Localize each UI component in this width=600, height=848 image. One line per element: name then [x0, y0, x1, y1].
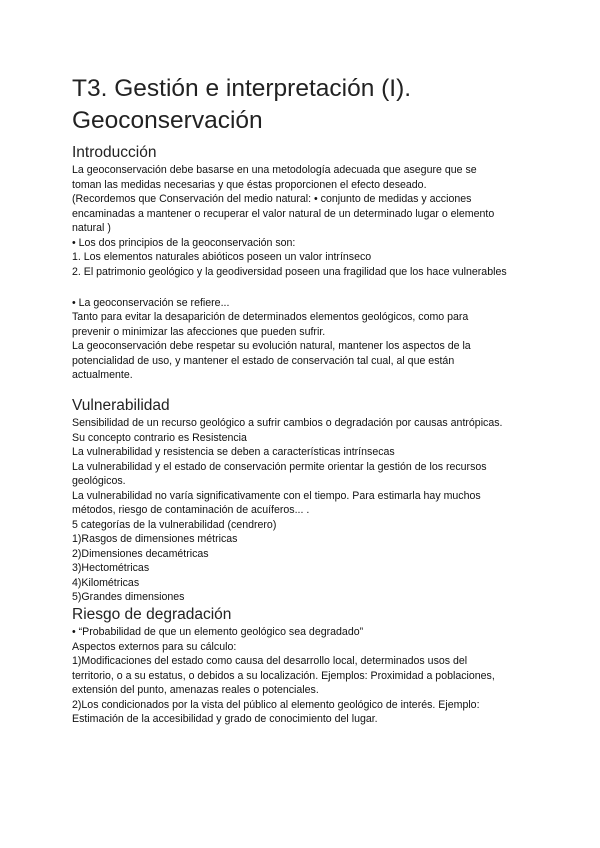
- paragraph-line: (Recordemos que Conservación del medio natural: • conjunto de medidas y acciones: [72, 193, 472, 205]
- document-title-line-2: Geoconservación: [72, 107, 263, 134]
- document-title-line-1: T3. Gestión e interpretación (I).: [72, 75, 412, 102]
- paragraph-line: geológicos.: [72, 475, 126, 487]
- paragraph-line: actualmente.: [72, 369, 133, 381]
- list-item: 2)Dimensiones decamétricas: [72, 548, 209, 560]
- paragraph-line: La geoconservación debe respetar su evolución natural, mantener los aspectos de la: [72, 340, 471, 352]
- list-heading: 5 categorías de la vulnerabilidad (cendrero): [72, 519, 277, 531]
- paragraph-line: La vulnerabilidad y el estado de conservación permite orientar la gestión de los recursos: [72, 461, 487, 473]
- paragraph-line: Estimación de la accesibilidad y grado de conocimiento del lugar.: [72, 713, 378, 725]
- paragraph-line: La geoconservación debe basarse en una metodología adecuada que asegure que se: [72, 164, 477, 176]
- paragraph-line: Tanto para evitar la desaparición de determinados elementos geológicos, como para: [72, 311, 469, 323]
- paragraph-line: encaminadas a mantener o recuperar el valor natural de un determinado lugar o elemento: [72, 208, 495, 220]
- heading-introduccion: Introducción: [72, 144, 157, 161]
- list-item: 1)Modificaciones del estado como causa del desarrollo local, determinados usos del: [72, 655, 468, 667]
- list-heading: • Los dos principios de la geoconservación son:: [72, 237, 296, 249]
- paragraph-line: prevenir o minimizar las afecciones que pueden sufrir.: [72, 326, 326, 338]
- paragraph-line: extensión del punto, amenazas reales o potenciales.: [72, 684, 319, 696]
- quote-line: • “Probabilidad de que un elemento geológico sea degradado”: [72, 626, 364, 638]
- list-item: 4)Kilométricas: [72, 577, 140, 589]
- list-item: 3)Hectométricas: [72, 562, 150, 574]
- paragraph-line: Su concepto contrario es Resistencia: [72, 432, 247, 444]
- paragraph-line: natural ): [72, 222, 111, 234]
- paragraph-line: Aspectos externos para su cálculo:: [72, 641, 237, 653]
- paragraph-line: Sensibilidad de un recurso geológico a sufrir cambios o degradación por causas antrópicas.: [72, 417, 503, 429]
- list-item: 1. Los elementos naturales abióticos poseen un valor intrínseco: [72, 251, 372, 263]
- list-item: 1)Rasgos de dimensiones métricas: [72, 533, 238, 545]
- list-item: 2)Los condicionados por la vista del público al elemento geológico de interés. Ejemplo:: [72, 699, 480, 711]
- list-item: 2. El patrimonio geológico y la geodiversidad poseen una fragilidad que los hace vulnerables: [72, 266, 507, 278]
- paragraph-line: territorio, o a su estatus, o debidos a su localización. Ejemplos: Proximidad a poblaciones,: [72, 670, 495, 682]
- list-heading: • La geoconservación se refiere...: [72, 297, 230, 309]
- paragraph-line: La vulnerabilidad no varía significativamente con el tiempo. Para estimarla hay muchos: [72, 490, 481, 502]
- heading-vulnerabilidad: Vulnerabilidad: [72, 397, 170, 414]
- list-item: 5)Grandes dimensiones: [72, 591, 185, 603]
- paragraph-line: toman las medidas necesarias y que éstas proporcionen el efecto deseado.: [72, 179, 427, 191]
- paragraph-line: potencialidad de uso, y mantener el estado de conservación tal cual, al que están: [72, 355, 455, 367]
- paragraph-line: La vulnerabilidad y resistencia se deben a características intrínsecas: [72, 446, 395, 458]
- paragraph-line: métodos, riesgo de contaminación de acuíferos... .: [72, 504, 310, 516]
- heading-riesgo-degradacion: Riesgo de degradación: [72, 606, 232, 623]
- document-title: [72, 73, 411, 137]
